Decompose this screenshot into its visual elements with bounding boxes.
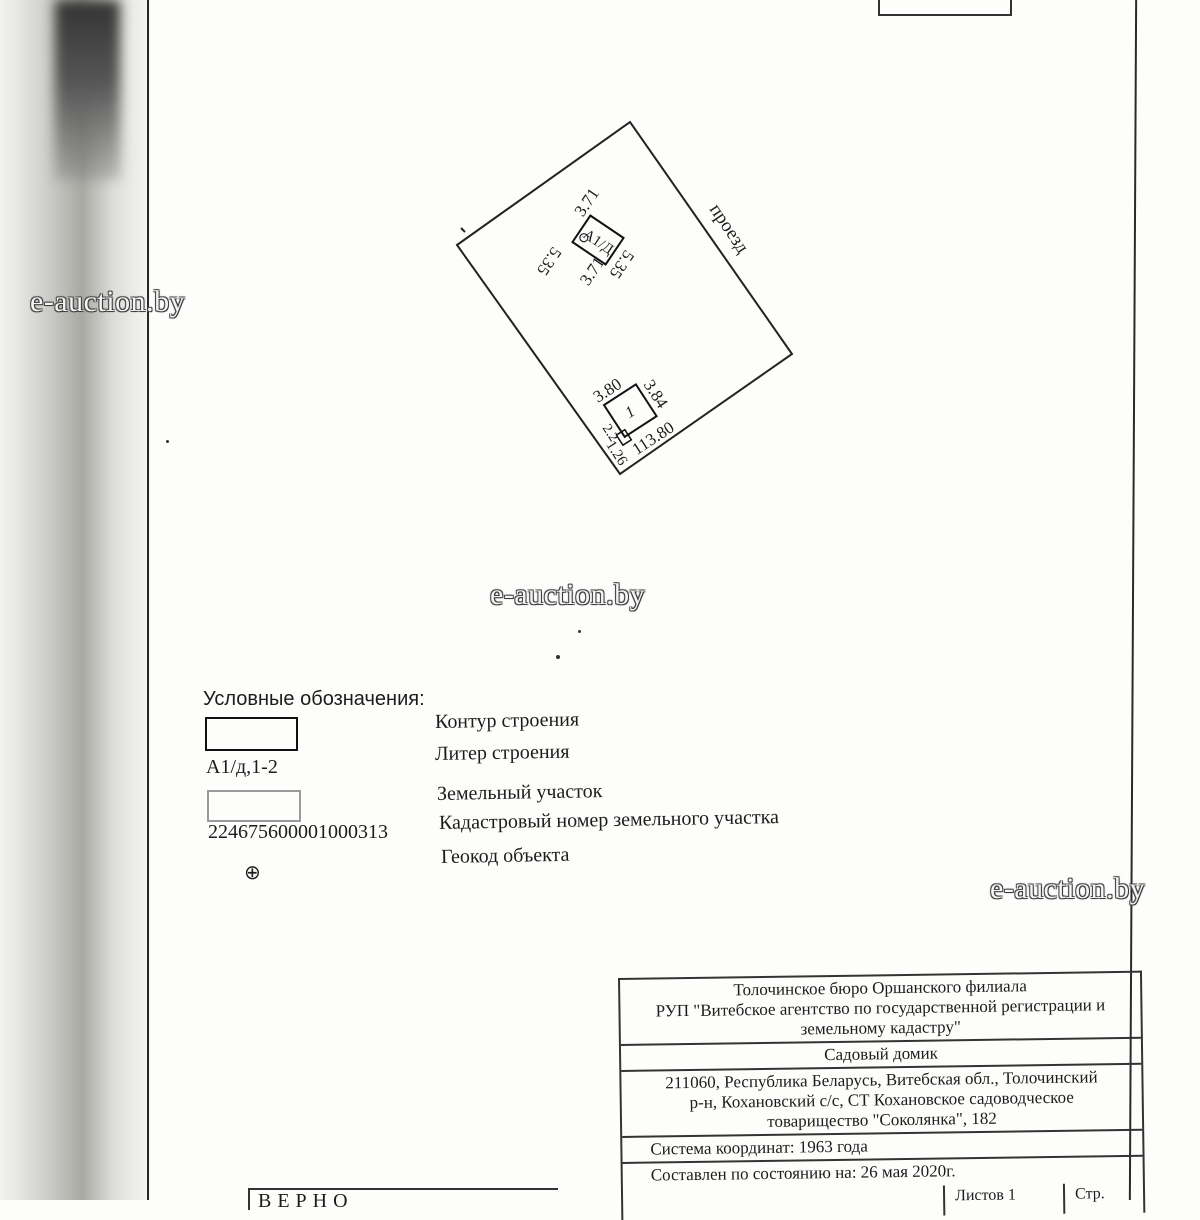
verno-stamp: ВЕРНО	[248, 1188, 558, 1210]
building-b-dim-left-upper: 2.2	[598, 421, 621, 445]
geocode-icon: ⊕	[244, 860, 261, 884]
road-label: проезд	[704, 200, 753, 258]
watermark: e-auction.by	[990, 872, 1146, 905]
legend-geocode: Геокод объекта	[440, 843, 570, 868]
title-block-coord-system: Система координат: 1963 года	[622, 1131, 1142, 1164]
title-block-compiled-date: Составлен по состоянию на: 26 мая 2020г.	[650, 1161, 956, 1185]
building-a-dim-left: 5.35	[533, 243, 566, 279]
sheets-count: Листов 1	[943, 1184, 1045, 1215]
legend-cadastral-sample: 224675600001000313	[208, 821, 388, 843]
building-a-dim-bottom: 3.71	[575, 253, 609, 289]
building-b-dim-top: 3.80	[589, 374, 626, 407]
legend-building-contour-symbol	[205, 717, 298, 751]
corner-mark	[461, 228, 465, 232]
building-a-dim-top: 3.71	[570, 184, 603, 220]
legend-cadastral-number: Кадастровый номер земельного участка	[438, 806, 780, 834]
legend-building-literal: Литер строения	[434, 740, 570, 765]
title-block	[618, 971, 1145, 1220]
building-a-literal: А1/Д	[579, 226, 617, 259]
scan-speck	[578, 630, 581, 633]
building-b-dim-right: 3.84	[639, 376, 672, 412]
building-b-dim-bottom: 113.80	[628, 417, 678, 459]
land-plot-outline	[457, 122, 792, 474]
watermark: e-auction.by	[30, 285, 186, 318]
legend-building-contour: Контур строения	[434, 708, 580, 733]
legend-building-literal-sample: А1/д,1-2	[206, 756, 278, 778]
building-a-dim-right: 5.35	[605, 246, 639, 283]
org-line-3: земельному кадастру"	[800, 1017, 961, 1039]
legend-land-plot: Земельный участок	[436, 780, 603, 805]
watermark: e-auction.by	[490, 578, 646, 611]
org-line-1: Толочинское бюро Оршанского филиала	[733, 976, 1027, 1000]
org-line-2: РУП "Витебское агентство по государственной регистрации и	[655, 995, 1106, 1021]
page-label: Стр.	[1063, 1183, 1145, 1214]
title-block-bottom-cells	[623, 1183, 1143, 1220]
address-line-1: 211060, Республика Беларусь, Витебская обл., Толочинский	[665, 1067, 1098, 1093]
building-b-literal: 1	[622, 403, 639, 422]
legend-title: Условные обозначения:	[203, 688, 425, 710]
title-block-address	[621, 1065, 1142, 1138]
legend-land-plot-symbol	[207, 790, 301, 822]
address-line-2: р-н, Кохановский с/с, СТ Кохановское садоводческое	[689, 1087, 1074, 1113]
title-block-organization	[620, 973, 1141, 1046]
scan-speck	[556, 655, 560, 659]
title-block-object: Садовый домик	[621, 1039, 1141, 1072]
building-b-dim-left-lower: 1.26	[602, 437, 631, 469]
address-line-3: товарищество "Соколянка", 182	[767, 1108, 997, 1131]
scan-speck	[166, 440, 169, 443]
